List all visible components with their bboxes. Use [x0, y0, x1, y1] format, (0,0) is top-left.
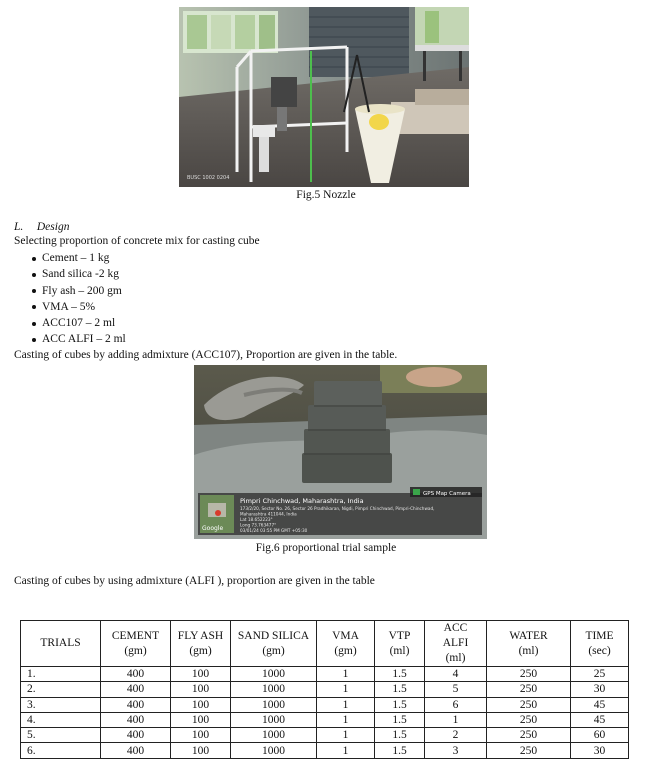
- table-cell: 400: [101, 743, 171, 758]
- table-cell: 1.5: [375, 697, 425, 712]
- col-header-water: WATER (ml): [487, 621, 571, 667]
- table-cell: 2.: [21, 682, 101, 697]
- gps-latitude: Lat 18.652223°: [240, 517, 273, 522]
- table-cell: 6: [425, 697, 487, 712]
- table-cell: 30: [571, 743, 629, 758]
- table-cell: 1000: [231, 743, 317, 758]
- section-heading: [14, 221, 69, 233]
- list-item: Cement – 1 kg: [14, 250, 126, 266]
- table-row: [21, 728, 629, 743]
- list-item: ACC ALFI – 2 ml: [14, 331, 126, 347]
- table-cell: 1000: [231, 682, 317, 697]
- gps-longitude: Long 73.763477°: [240, 522, 277, 528]
- table-cell: 5: [425, 682, 487, 697]
- table-cell: 100: [171, 667, 231, 682]
- table-cell: 1: [317, 682, 375, 697]
- col-header-time: TIME (sec): [571, 621, 629, 667]
- table-cell: 30: [571, 682, 629, 697]
- bullet-icon: [32, 322, 36, 326]
- table-cell: 100: [171, 712, 231, 727]
- table-row: [21, 682, 629, 697]
- table-row: [21, 743, 629, 758]
- table-cell: 400: [101, 667, 171, 682]
- table-cell: 45: [571, 712, 629, 727]
- table-row: [21, 667, 629, 682]
- col-header-vtp: VTP (ml): [375, 621, 425, 667]
- section-title: Design: [36, 221, 70, 233]
- table-cell: 250: [487, 743, 571, 758]
- table-cell: 1.5: [375, 743, 425, 758]
- table-cell: 1: [317, 743, 375, 758]
- table-cell: 100: [171, 743, 231, 758]
- table-cell: 100: [171, 682, 231, 697]
- section-number: L.: [14, 221, 24, 233]
- table-cell: 400: [101, 682, 171, 697]
- table-cell: 4: [425, 667, 487, 682]
- col-header-sand-silica: SAND SILICA (gm): [231, 621, 317, 667]
- table-cell: 1: [317, 667, 375, 682]
- mix-list: [14, 250, 126, 348]
- table-row: [21, 712, 629, 727]
- table-cell: 5.: [21, 728, 101, 743]
- table-cell: 3.: [21, 697, 101, 712]
- gps-address-line1: 173/2/20, Sector No. 26, Sector 26 Pradhikaran, Nigdi, Pimpri Chinchwad, Pimpri-Chinchwad,: [240, 506, 435, 511]
- table-cell: 1: [425, 712, 487, 727]
- col-header-vma: VMA (gm): [317, 621, 375, 667]
- table-row: [21, 697, 629, 712]
- casting-acc107-text: Casting of cubes by adding admixture (ACC107), Proportion are given in the table.: [14, 349, 398, 361]
- table-cell: 45: [571, 697, 629, 712]
- col-header-fly-ash: FLY ASH (gm): [171, 621, 231, 667]
- table-cell: 1: [317, 697, 375, 712]
- table-cell: 4.: [21, 712, 101, 727]
- table-cell: 1000: [231, 728, 317, 743]
- figure5-caption: Fig.5 Nozzle: [296, 189, 356, 201]
- list-item: VMA – 5%: [14, 299, 126, 315]
- casting-alfi-text: Casting of cubes by using admixture (ALFI ), proportion are given in the table: [14, 575, 375, 587]
- table-cell: 100: [171, 697, 231, 712]
- bullet-icon: [32, 257, 36, 261]
- table-cell: 1000: [231, 667, 317, 682]
- bullet-icon: [32, 338, 36, 342]
- table-cell: 250: [487, 712, 571, 727]
- table-cell: 250: [487, 667, 571, 682]
- table-cell: 400: [101, 712, 171, 727]
- trials-table: [20, 620, 629, 759]
- table-cell: 250: [487, 682, 571, 697]
- photo-watermark: BUSC 1002 0204: [187, 175, 230, 181]
- table-cell: 1.: [21, 667, 101, 682]
- table-cell: 25: [571, 667, 629, 682]
- bullet-icon: [32, 289, 36, 293]
- list-item: Sand silica -2 kg: [14, 266, 126, 282]
- mix-intro: Selecting proportion of concrete mix for casting cube: [14, 235, 260, 247]
- list-item: Fly ash – 200 gm: [14, 283, 126, 299]
- gps-address-line2: Maharashtra 411044, India: [240, 511, 297, 517]
- bullet-icon: [32, 305, 36, 309]
- table-cell: 400: [101, 697, 171, 712]
- table-cell: 2: [425, 728, 487, 743]
- table-cell: 3: [425, 743, 487, 758]
- table-cell: 250: [487, 697, 571, 712]
- figure5-photo: [179, 7, 469, 187]
- table-cell: 1.5: [375, 728, 425, 743]
- table-cell: 6.: [21, 743, 101, 758]
- table-cell: 60: [571, 728, 629, 743]
- trial-sample-illustration: [194, 365, 487, 539]
- col-header-cement: CEMENT (gm): [101, 621, 171, 667]
- col-header-trials: TRIALS: [21, 621, 101, 667]
- table-cell: 1.5: [375, 712, 425, 727]
- table-cell: 1: [317, 728, 375, 743]
- figure6-photo: [194, 365, 487, 539]
- gps-place: Pimpri Chinchwad, Maharashtra, India: [240, 497, 364, 505]
- table-cell: 250: [487, 728, 571, 743]
- bullet-icon: [32, 273, 36, 277]
- google-label: Google: [202, 525, 224, 532]
- nozzle-rig-illustration: [179, 7, 469, 187]
- table-cell: 1000: [231, 697, 317, 712]
- figure6-caption: Fig.6 proportional trial sample: [255, 542, 397, 554]
- gps-badge: GPS Map Camera: [423, 491, 471, 497]
- table-cell: 1: [317, 712, 375, 727]
- table-cell: 400: [101, 728, 171, 743]
- gps-datetime: 03/01/24 03:55 PM GMT +05:30: [240, 528, 308, 533]
- list-item: ACC107 – 2 ml: [14, 315, 126, 331]
- table-cell: 1.5: [375, 667, 425, 682]
- table-cell: 1000: [231, 712, 317, 727]
- table-header-row: [21, 621, 629, 667]
- table-cell: 1.5: [375, 682, 425, 697]
- col-header-acc-alfi: ACC ALFI (ml): [425, 621, 487, 667]
- table-cell: 100: [171, 728, 231, 743]
